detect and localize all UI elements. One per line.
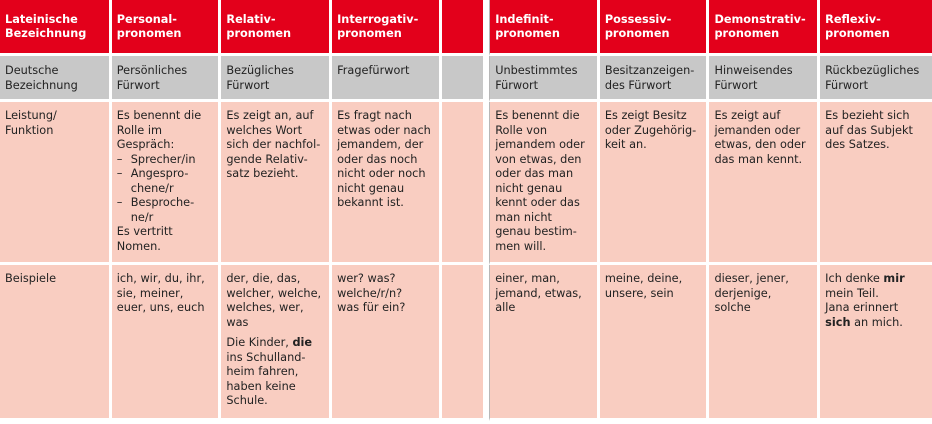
examples-spacer [442,265,486,421]
function-possessiv-cell: Es zeigt Besitz oder Zugehörig- keit an. [600,102,710,265]
function-label-cell: Leistung/ Funktion [0,102,112,265]
header-reflexiv: Reflexiv- pronomen [820,0,932,56]
german-spacer [442,56,486,102]
function-relativ-cell: Es zeigt an, auf welches Wort sich der nachfol- gende Relativ- satz bezieht. [221,102,332,265]
header-spacer [442,0,486,56]
header-interrogativ: Interrogativ- pronomen [332,0,442,56]
german-relativ-cell: Bezügliches Fürwort [221,56,332,102]
examples-indefinit-cell: einer, man, jemand, etwas, alle [490,265,600,421]
examples-label-cell: Beispiele [0,265,112,421]
header-personal: Personal- pronomen [112,0,222,56]
german-demonstrativ-cell: Hinweisendes Fürwort [709,56,820,102]
examples-reflexiv-cell: Ich denke mir mein Teil. Jana erinnert sich an mich. [820,265,932,421]
function-demonstrativ-cell: Es zeigt auf jemanden oder etwas, den oder das man kennt. [709,102,820,265]
header-relativ: Relativ- pronomen [221,0,332,56]
examples-relativ-cell: der, die, das, welcher, welche, welches, wer, was Die Kinder, die ins Schulland- heim fahren, haben keine Schule. [221,265,332,421]
function-row [0,102,932,265]
examples-possessiv-cell: meine, deine, unsere, sein [600,265,710,421]
list-item: – Angespro- chene/r [117,167,215,196]
relativ-example-sentence: Die Kinder, die ins Schulland- heim fahren, haben keine Schule. [226,336,313,407]
examples-interrogativ-cell: wer? was? welche/r/n? was für ein? [332,265,442,421]
function-indefinit-cell: Es benennt die Rolle von jemandem oder von etwas, den oder das man nicht genau kennt oder das man nicht genau bestim- men will. [490,102,600,265]
header-demonstrativ: Demonstrativ- pronomen [709,0,820,56]
function-reflexiv-cell: Es bezieht sich auf das Subjekt des Satzes. [820,102,932,265]
header-possessiv: Possessiv- pronomen [600,0,710,56]
german-personal-cell: Persönliches Fürwort [112,56,222,102]
examples-personal-cell: ich, wir, du, ihr, sie, meiner, euer, uns, euch [112,265,222,421]
german-name-row [0,56,932,102]
header-row [0,0,932,56]
german-indefinit-cell: Unbestimmtes Fürwort [490,56,600,102]
examples-row [0,265,932,421]
german-possessiv-cell: Besitzanzeigen- des Fürwort [600,56,710,102]
header-latin-name: Lateinische Bezeichnung [0,0,112,56]
german-label-cell: Deutsche Bezeichnung [0,56,112,102]
role-list [117,153,215,226]
header-indefinit: Indefinit- pronomen [490,0,600,56]
german-reflexiv-cell: Rückbezügliches Fürwort [820,56,932,102]
list-item: – Sprecher/in [117,153,215,168]
function-personal-cell: Es benennt die Rolle im Gespräch: – Sprecher/in – Angespro- chene/r – Besproche- ne/r Es vertritt Nomen. [112,102,222,265]
list-item: – Besproche- ne/r [117,196,215,225]
function-interrogativ-cell: Es fragt nach etwas oder nach jemandem, der oder das noch nicht oder noch nicht genau bekannt ist. [332,102,442,265]
function-spacer [442,102,486,265]
german-interrogativ-cell: Fragefürwort [332,56,442,102]
examples-demonstrativ-cell: dieser, jener, derjenige, solche [709,265,820,421]
